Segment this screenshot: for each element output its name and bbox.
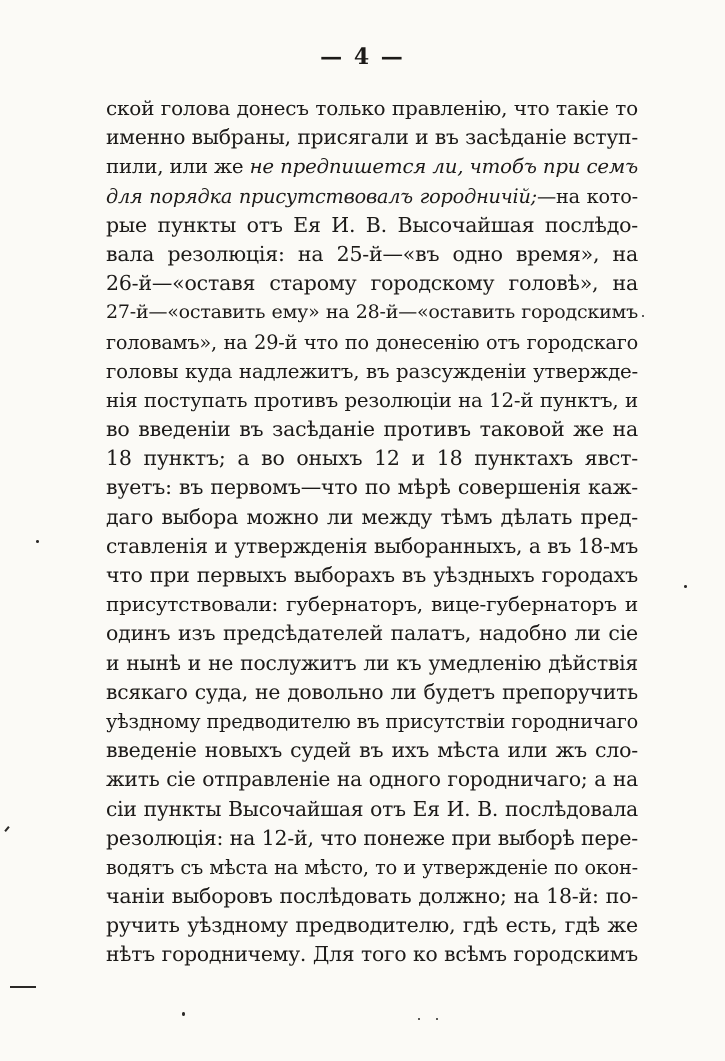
text-segment: —на кото- xyxy=(536,184,638,208)
text-segment: пили, или же xyxy=(106,155,250,179)
text-line xyxy=(106,328,638,357)
text-line xyxy=(106,211,638,240)
text-segment: 26-й—«оставя старому городскому головѣ», на xyxy=(106,271,638,296)
text-segment: нія поступать противъ резолюціи на 12-й пунктъ, и xyxy=(106,388,638,412)
text-line xyxy=(106,561,638,590)
scan-mark xyxy=(4,826,9,832)
scan-speck xyxy=(182,1012,185,1016)
text-segment: головамъ», на 29-й что по донесенію отъ городскаго xyxy=(106,330,638,354)
text-line xyxy=(106,532,638,561)
text-line xyxy=(106,182,638,211)
text-line xyxy=(106,473,638,502)
scan-speck xyxy=(36,540,39,543)
page-number: — 4 — xyxy=(320,44,405,70)
text-line xyxy=(106,707,638,736)
text-line xyxy=(106,298,638,327)
text-segment: ручить уѣздному предводителю, гдѣ есть, гдѣ же xyxy=(106,913,638,938)
text-line xyxy=(106,765,638,794)
text-segment: уѣздному предводителю въ присутствіи городничаго xyxy=(106,709,638,733)
text-segment: 27-й—«оставить ему» на 28-й—«оставить городскимъ xyxy=(106,301,638,324)
scan-speck xyxy=(684,585,687,588)
text-line xyxy=(106,824,638,853)
text-line xyxy=(106,940,638,969)
scan-speck xyxy=(642,315,644,317)
text-line xyxy=(106,94,638,123)
scan-mark xyxy=(10,986,36,988)
text-line xyxy=(106,619,638,648)
text-segment: вуетъ: въ первомъ—что по мѣрѣ совершенія каж- xyxy=(106,475,638,500)
text-segment: одинъ изъ предсѣдателей палатъ, надобно ли сіе xyxy=(106,621,638,646)
text-segment: и нынѣ и не послужитъ ли къ умедленію дѣйствія xyxy=(106,650,638,675)
text-segment: рые пункты отъ Ея И. В. Высочайшая послѣдо- xyxy=(106,212,638,237)
text-line xyxy=(106,503,638,532)
text-line xyxy=(106,415,638,444)
text-segment: нѣтъ городничему. Для того ко всѣмъ городскимъ xyxy=(106,942,638,967)
text-segment: чаніи выборовъ послѣдовать должно; на 18-й: по- xyxy=(106,884,638,909)
text-line xyxy=(106,795,638,824)
text-segment: резолюція: на 12-й, что понеже при выборѣ пере- xyxy=(106,825,638,850)
text-segment: ской голова донесъ только правленію, что такіе то xyxy=(106,96,638,120)
text-segment: сіи пункты Высочайшая отъ Ея И. В. послѣдовала xyxy=(106,796,638,821)
text-segment: всякаго суда, не довольно ли будетъ препоручить xyxy=(106,679,638,704)
text-line xyxy=(106,853,638,882)
text-line xyxy=(106,911,638,940)
text-segment: водятъ съ мѣста на мѣсто, то и утвержденіе по окон- xyxy=(106,855,638,879)
text-line xyxy=(106,240,638,269)
text-line xyxy=(106,736,638,765)
text-segment: что при первыхъ выборахъ въ уѣздныхъ городахъ xyxy=(106,563,638,587)
body-text xyxy=(106,94,638,970)
text-segment: присутствовали: губернаторъ, вице-губернаторъ и xyxy=(106,592,638,617)
text-line xyxy=(106,590,638,619)
text-segment: во введеніи въ засѣданіе противъ таковой же на xyxy=(106,417,638,442)
text-line xyxy=(106,152,638,181)
scan-speck xyxy=(436,1018,438,1020)
text-segment: 18 пунктъ; а во оныхъ 12 и 18 пунктахъ явст- xyxy=(106,446,638,471)
text-line xyxy=(106,444,638,473)
text-line xyxy=(106,123,638,152)
text-line xyxy=(106,269,638,298)
text-segment: вала резолюція: на 25-й—«въ одно время», на xyxy=(106,241,638,266)
text-line xyxy=(106,357,638,386)
italic-text-segment: для порядка присутствовалъ городничій; xyxy=(106,184,537,208)
text-line xyxy=(106,386,638,415)
text-segment: даго выбора можно ли между тѣмъ дѣлать пред- xyxy=(106,504,638,529)
scan-speck xyxy=(418,1018,420,1020)
italic-text-segment: не предпишется ли, чтобъ при семъ xyxy=(249,155,639,179)
text-line xyxy=(106,882,638,911)
text-line xyxy=(106,649,638,678)
text-segment: ставленія и утвержденія выборанныхъ, а въ 18-мъ xyxy=(106,533,638,558)
text-segment: именно выбраны, присягали и въ засѣданіе вступ- xyxy=(106,125,638,150)
text-line xyxy=(106,678,638,707)
text-segment: головы куда надлежитъ, въ разсужденіи утвержде- xyxy=(106,359,638,383)
text-segment: введеніе новыхъ судей въ ихъ мѣста или жъ сло- xyxy=(106,738,638,763)
text-segment: жить сіе отправленіе на одного городничаго; а на xyxy=(106,767,638,792)
